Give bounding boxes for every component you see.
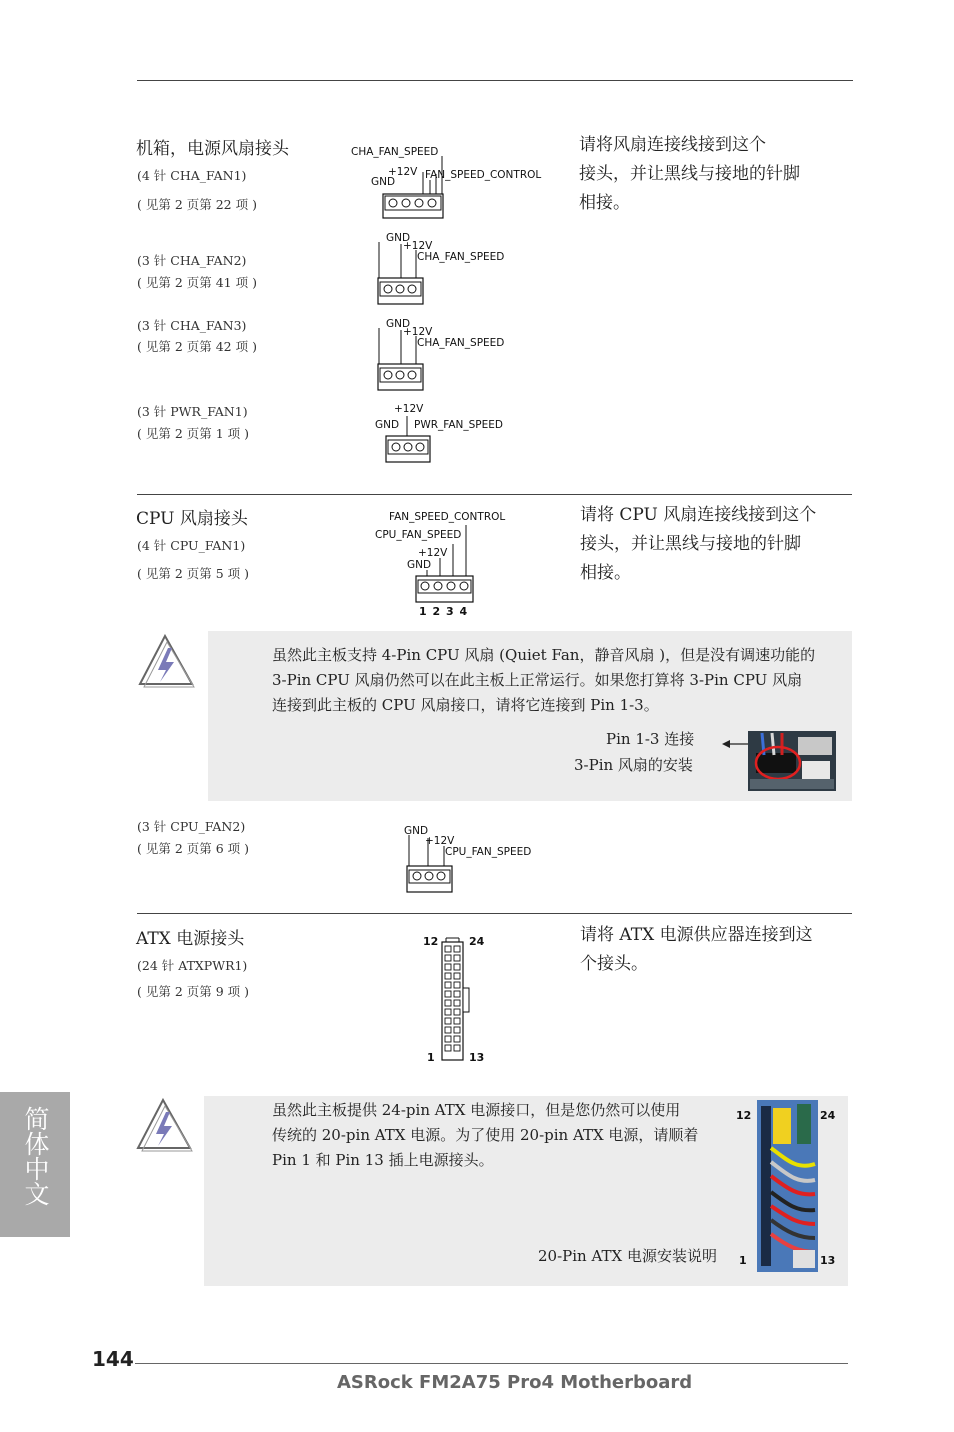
- cpu-fan1-ref: ( 见第 2 页第 5 项 ): [137, 566, 249, 581]
- fan-install-caption: 3-Pin 风扇的安装: [574, 756, 693, 774]
- cha-fan-title: 机箱，电源风扇接头: [136, 139, 289, 159]
- atx-title: ATX 电源接头: [136, 929, 245, 949]
- atx-description: 请将 ATX 电源供应器连接到这 个接头。: [580, 925, 813, 974]
- page-number: 144: [92, 1347, 134, 1371]
- section-rule-1: [137, 494, 852, 495]
- cpu-fan1-diagram: FAN_SPEED_CONTROL CPU_FAN_SPEED +12V GND 1 2 3 4: [375, 511, 506, 618]
- pwr-fan1-ref: ( 见第 2 页第 1 项 ): [137, 426, 249, 441]
- note-cpu-fan-text: 虽然此主板支持 4-Pin CPU 风扇 (Quiet Fan，静音风扇 )，但是没有调速功能的 3-Pin CPU 风扇仍然可以在此主板上正常运行。如果您打算将 3-Pin CPU 风扇 连接到此主板的 CPU 风扇接口，请将它连接到 Pin 1-3。: [272, 646, 816, 714]
- cpu-fan-description: 请将 CPU 风扇连接线接到这个 接头，并让黑线与接地的针脚 相接。: [580, 505, 817, 583]
- warning-icon-2: [134, 1096, 194, 1152]
- note-atx-power: 虽然此主板提供 24-pin ATX 电源接口，但是您仍然可以使用 传统的 20-pin ATX 电源。为了使用 20-pin ATX 电源，请顺着 Pin 1 和 Pin 13 插上电源接头。 20-Pin ATX 电源安装说明 12 24 1 13: [204, 1096, 848, 1286]
- cha-fan2-ref: ( 见第 2 页第 41 项 ): [137, 275, 257, 290]
- cha-fan3-pins: (3 针 CHA_FAN3): [137, 318, 247, 333]
- note-atx-text: 虽然此主板提供 24-pin ATX 电源接口，但是您仍然可以使用 传统的 20-pin ATX 电源。为了使用 20-pin ATX 电源，请顺着 Pin 1 和 Pin 13 插上电源接头。: [272, 1101, 699, 1169]
- pwr-fan1-diagram: +12V GND PWR_FAN_SPEED: [372, 400, 522, 470]
- cpu-fan2-ref: ( 见第 2 页第 6 项 ): [137, 841, 249, 856]
- cpu-fan2-pins: (3 针 CPU_FAN2): [137, 819, 246, 834]
- atx-connector-diagram: 12 24 1 13: [423, 935, 485, 1064]
- pwr-fan1-pins: (3 针 PWR_FAN1): [137, 404, 248, 419]
- cha-fan3-ref: ( 见第 2 页第 42 项 ): [137, 339, 257, 354]
- cha-fan3-diagram: GND +12V CHA_FAN_SPEED: [376, 316, 526, 396]
- atx-ref: ( 见第 2 页第 9 项 ): [137, 984, 249, 999]
- cha-fan2-diagram: GND +12V CHA_FAN_SPEED: [376, 230, 526, 310]
- cha-fan1-pins: (4 针 CHA_FAN1): [137, 168, 247, 183]
- cha-fan1-diagram: CHA_FAN_SPEED +12V FAN_SPEED_CONTROL GND: [350, 140, 560, 225]
- atx-pins: (24 针 ATXPWR1): [137, 958, 248, 973]
- cpu-fan1-pins: (4 针 CPU_FAN1): [137, 538, 246, 553]
- atx-install-photo: [757, 1100, 818, 1272]
- cpu-fan2-diagram: GND +12V CPU_FAN_SPEED: [404, 822, 564, 897]
- cpu-fan-title: CPU 风扇接头: [136, 509, 248, 529]
- warning-icon: [136, 632, 196, 688]
- cha-fan1-ref: ( 见第 2 页第 22 项 ): [137, 197, 257, 212]
- cha-fan2-pins: (3 针 CHA_FAN2): [137, 253, 247, 268]
- atx-install-caption: 20-Pin ATX 电源安装说明: [538, 1247, 717, 1265]
- top-rule: [137, 80, 853, 81]
- footer-rule: [135, 1363, 848, 1364]
- section-rule-2: [137, 913, 852, 914]
- pin13-caption: Pin 1-3 连接: [606, 730, 695, 748]
- language-side-tab: 简体中文: [0, 1092, 70, 1237]
- footer-product: ASRock FM2A75 Pro4 Motherboard: [337, 1372, 693, 1393]
- fan-connector-photo: [748, 731, 836, 791]
- cha-fan-description: 请将风扇连接线接到这个 接头，并让黑线与接地的针脚 相接。: [579, 135, 800, 213]
- note-cpu-fan: [208, 631, 852, 801]
